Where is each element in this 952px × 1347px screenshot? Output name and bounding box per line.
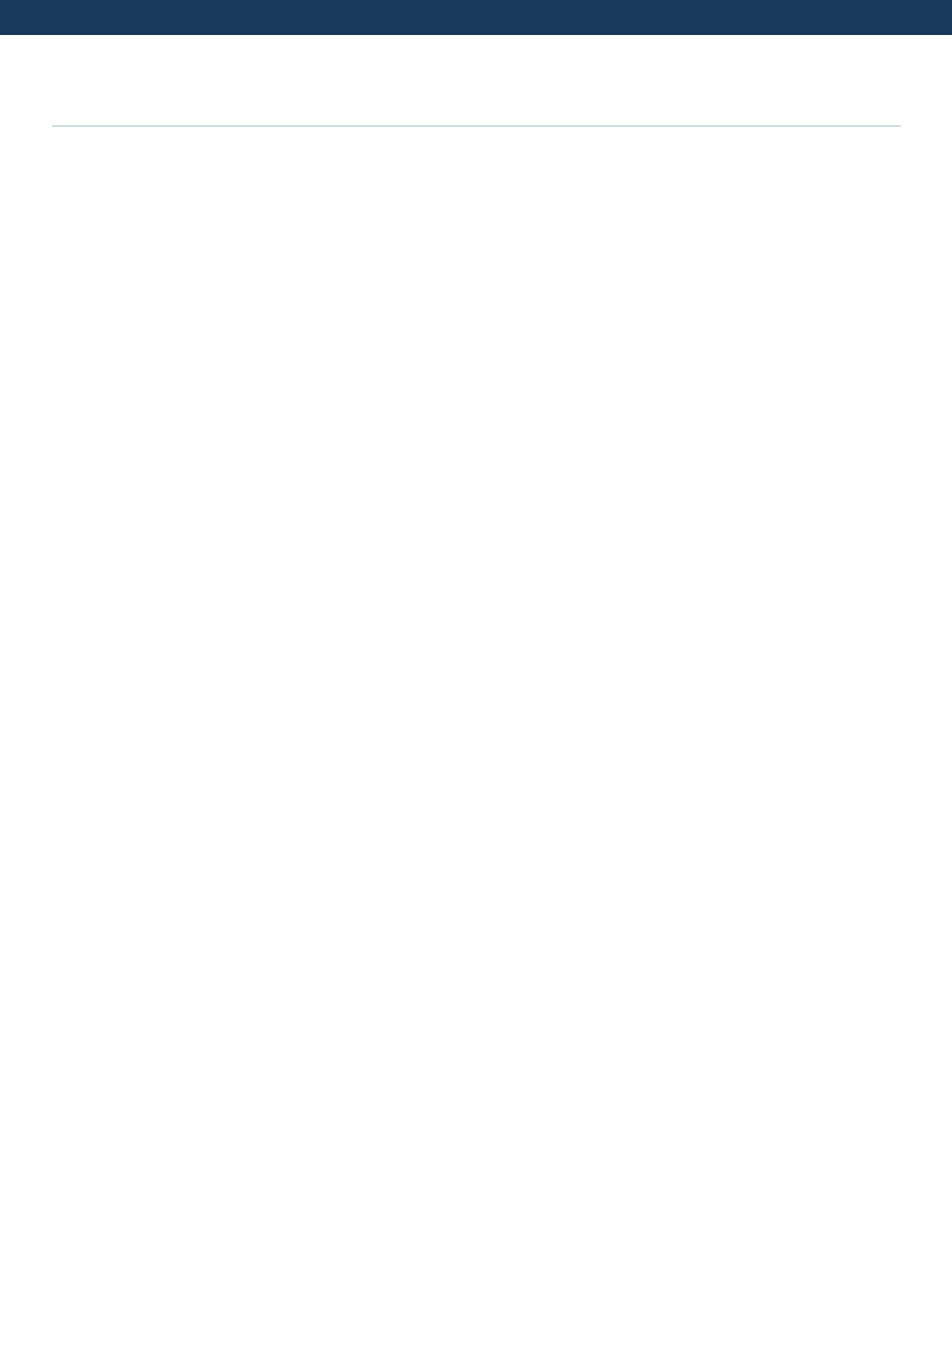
title-divider — [52, 125, 901, 127]
top-banner — [0, 0, 952, 35]
